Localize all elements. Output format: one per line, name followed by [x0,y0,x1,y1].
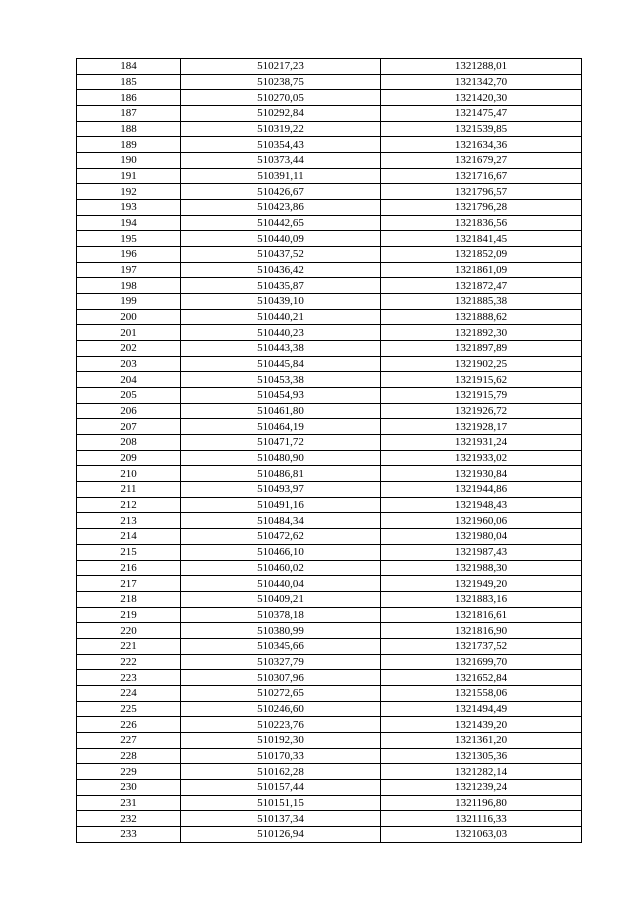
point-number-cell: 185 [77,74,181,90]
y-coordinate-cell: 1321897,89 [381,341,582,357]
x-coordinate-cell: 510437,52 [181,247,381,263]
point-number-cell: 205 [77,388,181,404]
x-coordinate-cell: 510426,67 [181,184,381,200]
y-coordinate-cell: 1321475,47 [381,106,582,122]
point-number-cell: 207 [77,419,181,435]
y-coordinate-cell: 1321836,56 [381,215,582,231]
x-coordinate-cell: 510170,33 [181,748,381,764]
table-row [77,278,582,294]
x-coordinate-cell: 510440,21 [181,309,381,325]
y-coordinate-cell: 1321960,06 [381,513,582,529]
table-row [77,560,582,576]
point-number-cell: 188 [77,121,181,137]
y-coordinate-cell: 1321361,20 [381,732,582,748]
x-coordinate-cell: 510460,02 [181,560,381,576]
x-coordinate-cell: 510445,84 [181,356,381,372]
point-number-cell: 197 [77,262,181,278]
x-coordinate-cell: 510461,80 [181,403,381,419]
y-coordinate-cell: 1321852,09 [381,247,582,263]
point-number-cell: 214 [77,529,181,545]
x-coordinate-cell: 510484,34 [181,513,381,529]
y-coordinate-cell: 1321494,49 [381,701,582,717]
table-row [77,717,582,733]
x-coordinate-cell: 510466,10 [181,544,381,560]
x-coordinate-cell: 510440,09 [181,231,381,247]
y-coordinate-cell: 1321305,36 [381,748,582,764]
x-coordinate-cell: 510345,66 [181,638,381,654]
point-number-cell: 224 [77,685,181,701]
point-number-cell: 184 [77,59,181,75]
y-coordinate-cell: 1321915,79 [381,388,582,404]
x-coordinate-cell: 510436,42 [181,262,381,278]
point-number-cell: 209 [77,450,181,466]
table-row [77,215,582,231]
x-coordinate-cell: 510380,99 [181,623,381,639]
x-coordinate-cell: 510327,79 [181,654,381,670]
table-row [77,529,582,545]
table-row [77,591,582,607]
point-number-cell: 186 [77,90,181,106]
table-row [77,607,582,623]
y-coordinate-cell: 1321933,02 [381,450,582,466]
y-coordinate-cell: 1321902,25 [381,356,582,372]
point-number-cell: 199 [77,294,181,310]
y-coordinate-cell: 1321439,20 [381,717,582,733]
x-coordinate-cell: 510440,23 [181,325,381,341]
y-coordinate-cell: 1321699,70 [381,654,582,670]
x-coordinate-cell: 510439,10 [181,294,381,310]
point-number-cell: 193 [77,200,181,216]
table-row [77,184,582,200]
x-coordinate-cell: 510435,87 [181,278,381,294]
y-coordinate-cell: 1321948,43 [381,497,582,513]
point-number-cell: 233 [77,826,181,842]
coordinates-table [76,58,582,843]
table-row [77,153,582,169]
x-coordinate-cell: 510409,21 [181,591,381,607]
table-row [77,262,582,278]
point-number-cell: 196 [77,247,181,263]
table-row [77,247,582,263]
x-coordinate-cell: 510493,97 [181,482,381,498]
y-coordinate-cell: 1321930,84 [381,466,582,482]
point-number-cell: 225 [77,701,181,717]
table-row [77,294,582,310]
x-coordinate-cell: 510270,05 [181,90,381,106]
table-row [77,466,582,482]
x-coordinate-cell: 510480,90 [181,450,381,466]
y-coordinate-cell: 1321539,85 [381,121,582,137]
table-row [77,701,582,717]
y-coordinate-cell: 1321816,61 [381,607,582,623]
y-coordinate-cell: 1321239,24 [381,779,582,795]
x-coordinate-cell: 510217,23 [181,59,381,75]
table-row [77,670,582,686]
x-coordinate-cell: 510126,94 [181,826,381,842]
y-coordinate-cell: 1321196,80 [381,795,582,811]
point-number-cell: 221 [77,638,181,654]
table-row [77,168,582,184]
point-number-cell: 203 [77,356,181,372]
x-coordinate-cell: 510354,43 [181,137,381,153]
table-row [77,74,582,90]
y-coordinate-cell: 1321892,30 [381,325,582,341]
y-coordinate-cell: 1321558,06 [381,685,582,701]
point-number-cell: 198 [77,278,181,294]
y-coordinate-cell: 1321716,67 [381,168,582,184]
y-coordinate-cell: 1321885,38 [381,294,582,310]
point-number-cell: 210 [77,466,181,482]
point-number-cell: 191 [77,168,181,184]
table-row [77,638,582,654]
point-number-cell: 204 [77,372,181,388]
x-coordinate-cell: 510491,16 [181,497,381,513]
table-row [77,341,582,357]
x-coordinate-cell: 510162,28 [181,764,381,780]
x-coordinate-cell: 510223,76 [181,717,381,733]
y-coordinate-cell: 1321915,62 [381,372,582,388]
x-coordinate-cell: 510272,65 [181,685,381,701]
y-coordinate-cell: 1321679,27 [381,153,582,169]
y-coordinate-cell: 1321944,86 [381,482,582,498]
point-number-cell: 201 [77,325,181,341]
table-row [77,325,582,341]
x-coordinate-cell: 510238,75 [181,74,381,90]
table-row [77,90,582,106]
y-coordinate-cell: 1321926,72 [381,403,582,419]
x-coordinate-cell: 510307,96 [181,670,381,686]
point-number-cell: 231 [77,795,181,811]
x-coordinate-cell: 510246,60 [181,701,381,717]
point-number-cell: 213 [77,513,181,529]
point-number-cell: 211 [77,482,181,498]
x-coordinate-cell: 510443,38 [181,341,381,357]
y-coordinate-cell: 1321841,45 [381,231,582,247]
point-number-cell: 200 [77,309,181,325]
point-number-cell: 187 [77,106,181,122]
point-number-cell: 227 [77,732,181,748]
y-coordinate-cell: 1321987,43 [381,544,582,560]
point-number-cell: 223 [77,670,181,686]
table-row [77,513,582,529]
table-row [77,106,582,122]
y-coordinate-cell: 1321796,28 [381,200,582,216]
point-number-cell: 222 [77,654,181,670]
point-number-cell: 220 [77,623,181,639]
y-coordinate-cell: 1321883,16 [381,591,582,607]
point-number-cell: 194 [77,215,181,231]
point-number-cell: 215 [77,544,181,560]
table-row [77,121,582,137]
x-coordinate-cell: 510442,65 [181,215,381,231]
x-coordinate-cell: 510391,11 [181,168,381,184]
y-coordinate-cell: 1321949,20 [381,576,582,592]
x-coordinate-cell: 510373,44 [181,153,381,169]
table-row [77,59,582,75]
point-number-cell: 208 [77,435,181,451]
y-coordinate-cell: 1321063,03 [381,826,582,842]
point-number-cell: 195 [77,231,181,247]
table-row [77,623,582,639]
x-coordinate-cell: 510151,15 [181,795,381,811]
point-number-cell: 192 [77,184,181,200]
point-number-cell: 229 [77,764,181,780]
y-coordinate-cell: 1321342,70 [381,74,582,90]
y-coordinate-cell: 1321928,17 [381,419,582,435]
x-coordinate-cell: 510137,34 [181,811,381,827]
x-coordinate-cell: 510378,18 [181,607,381,623]
y-coordinate-cell: 1321888,62 [381,309,582,325]
table-row [77,356,582,372]
table-row [77,482,582,498]
table-row [77,576,582,592]
table-row [77,732,582,748]
y-coordinate-cell: 1321931,24 [381,435,582,451]
point-number-cell: 212 [77,497,181,513]
y-coordinate-cell: 1321980,04 [381,529,582,545]
table-row [77,388,582,404]
table-row [77,435,582,451]
table-row [77,450,582,466]
table-row [77,544,582,560]
table-row [77,748,582,764]
point-number-cell: 190 [77,153,181,169]
y-coordinate-cell: 1321872,47 [381,278,582,294]
y-coordinate-cell: 1321988,30 [381,560,582,576]
x-coordinate-cell: 510157,44 [181,779,381,795]
coordinates-table-body [77,59,582,843]
x-coordinate-cell: 510453,38 [181,372,381,388]
y-coordinate-cell: 1321796,57 [381,184,582,200]
y-coordinate-cell: 1321737,52 [381,638,582,654]
y-coordinate-cell: 1321634,36 [381,137,582,153]
x-coordinate-cell: 510192,30 [181,732,381,748]
x-coordinate-cell: 510292,84 [181,106,381,122]
table-row [77,795,582,811]
table-row [77,497,582,513]
table-row [77,654,582,670]
point-number-cell: 189 [77,137,181,153]
table-row [77,403,582,419]
point-number-cell: 230 [77,779,181,795]
table-row [77,419,582,435]
x-coordinate-cell: 510423,86 [181,200,381,216]
x-coordinate-cell: 510454,93 [181,388,381,404]
point-number-cell: 217 [77,576,181,592]
table-row [77,826,582,842]
x-coordinate-cell: 510471,72 [181,435,381,451]
point-number-cell: 206 [77,403,181,419]
table-row [77,372,582,388]
y-coordinate-cell: 1321816,90 [381,623,582,639]
x-coordinate-cell: 510464,19 [181,419,381,435]
point-number-cell: 218 [77,591,181,607]
x-coordinate-cell: 510440,04 [181,576,381,592]
table-row [77,200,582,216]
point-number-cell: 219 [77,607,181,623]
x-coordinate-cell: 510472,62 [181,529,381,545]
table-row [77,764,582,780]
point-number-cell: 232 [77,811,181,827]
table-row [77,231,582,247]
y-coordinate-cell: 1321861,09 [381,262,582,278]
x-coordinate-cell: 510486,81 [181,466,381,482]
table-row [77,137,582,153]
y-coordinate-cell: 1321652,84 [381,670,582,686]
point-number-cell: 202 [77,341,181,357]
point-number-cell: 216 [77,560,181,576]
table-row [77,309,582,325]
y-coordinate-cell: 1321116,33 [381,811,582,827]
point-number-cell: 228 [77,748,181,764]
y-coordinate-cell: 1321420,30 [381,90,582,106]
x-coordinate-cell: 510319,22 [181,121,381,137]
table-row [77,811,582,827]
point-number-cell: 226 [77,717,181,733]
y-coordinate-cell: 1321282,14 [381,764,582,780]
table-row [77,685,582,701]
y-coordinate-cell: 1321288,01 [381,59,582,75]
table-row [77,779,582,795]
